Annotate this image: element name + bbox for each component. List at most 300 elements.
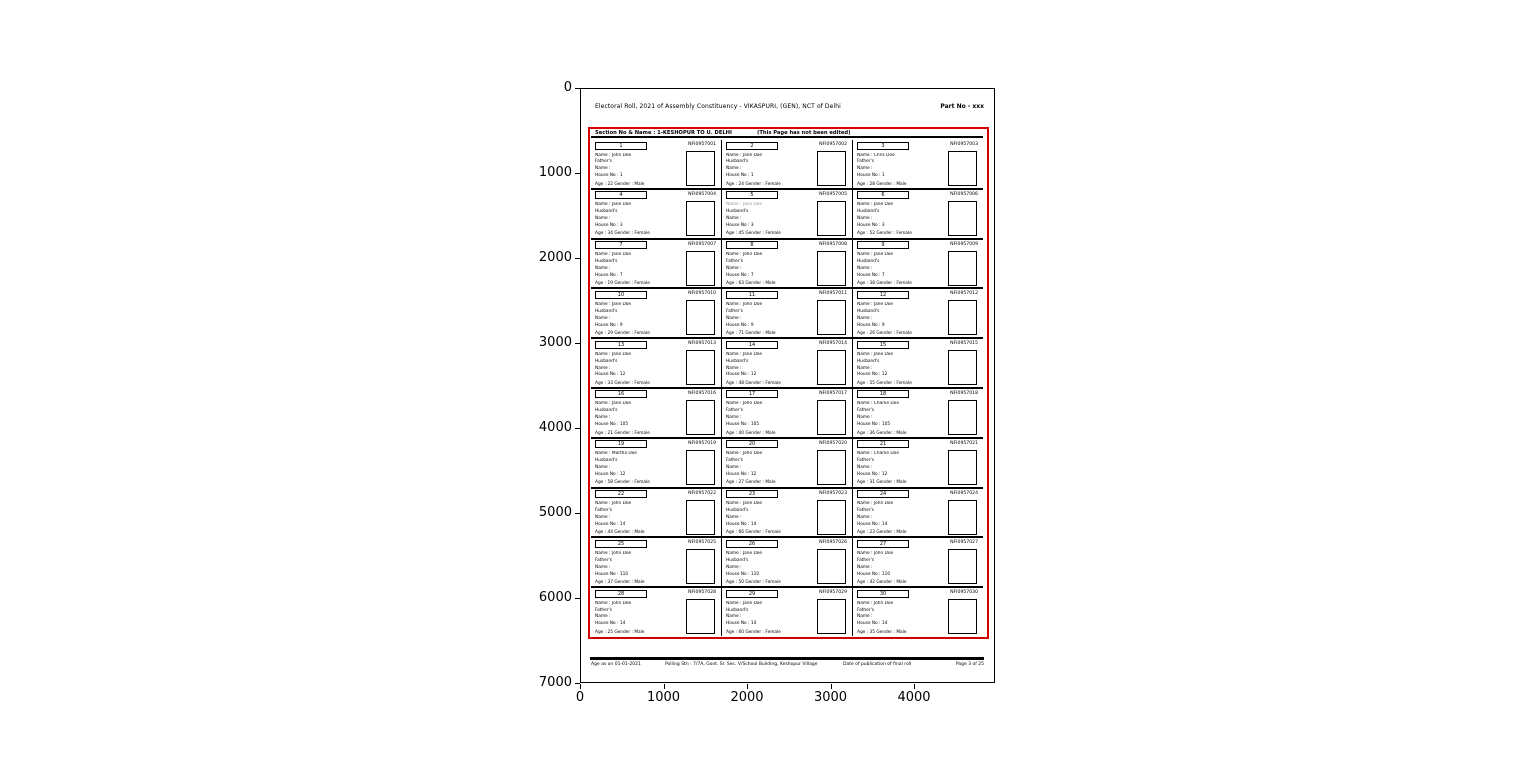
photo-placeholder [948,201,977,236]
relation-name: Name : [857,514,873,520]
house-number: House No : 12 [726,472,757,477]
voter-card [721,190,853,238]
relation-name: Name : [726,265,742,271]
footer-divider [590,657,984,660]
age-gender: Age : 71 Gender : Male [726,331,776,337]
voter-details [857,153,949,189]
photo-placeholder [817,300,846,335]
voter-row [591,389,983,439]
voter-name: Name : John Doe [857,501,894,507]
y-tick-label: 1000 [538,165,572,180]
roll-title: Electoral Roll, 2021 of Assembly Constituency - VIKASPURI, (GEN), NCT of Delhi [595,103,841,110]
voter-details [726,401,818,437]
voter-card [853,240,983,288]
serial-number-box: 8 [726,241,778,249]
photo-placeholder [686,350,715,385]
house-number: House No : 110 [726,571,760,577]
voter-row [591,140,983,190]
voter-card [721,140,853,188]
relation-label: Father's [857,607,874,613]
photo-placeholder [817,350,846,385]
house-number: House No : 12 [595,372,626,378]
voter-name: Name : John Doe [726,252,763,258]
relation-label: Husband's [595,358,618,364]
photo-placeholder [686,500,715,535]
epic-number: NFI0957018 [950,390,978,396]
page-header [595,103,984,111]
house-number: House No : 3 [595,223,623,229]
voter-details [726,451,818,487]
relation-name: Name : [595,365,611,371]
age-gender: Age : 58 Gender : Female [595,480,650,486]
age-gender: Age : 45 Gender : Female [726,231,781,237]
serial-number-box: 7 [595,241,647,249]
voter-details [857,501,949,537]
voter-name: Name : Jane Doe [595,351,632,357]
serial-number-box: 13 [595,341,647,349]
voter-details [595,302,687,338]
photo-placeholder [686,549,715,584]
voter-row [591,339,983,389]
serial-number-box: 11 [726,291,778,299]
voter-row [591,439,983,489]
voter-name: Name : John Doe [726,301,763,307]
photo-placeholder [948,500,977,535]
x-tick-label: 4000 [897,690,931,705]
voter-details [595,501,687,537]
relation-name: Name : [595,166,611,172]
y-tick-label: 3000 [538,335,572,350]
photo-placeholder [817,599,846,634]
voter-details [726,302,818,338]
house-number: House No : 105 [595,422,629,428]
age-gender: Age : 44 Gender : Male [595,530,645,536]
serial-number-box: 4 [595,191,647,199]
voter-details [726,501,818,537]
age-gender: Age : 23 Gender : Male [857,530,907,536]
relation-name: Name : [857,564,873,570]
epic-number: NFI0957028 [688,590,716,596]
epic-number: NFI0957015 [950,341,978,347]
serial-number-box: 20 [726,440,778,448]
voter-row [591,289,983,339]
footer-station: Polling Stn : 7/7A, Govt. Sr. Sec. V/School Building, Keshopur Village [665,662,818,667]
epic-number: NFI0957005 [819,191,847,197]
relation-name: Name : [726,465,742,471]
voter-card [591,389,721,437]
house-number: House No : 12 [857,472,888,477]
relation-label: Father's [726,259,743,264]
epic-number: NFI0957024 [950,490,978,496]
house-number: House No : 1 [595,173,623,179]
relation-name: Name : [595,315,611,321]
voter-details [857,252,949,288]
photo-placeholder [817,251,846,286]
house-number: House No : 14 [595,521,626,527]
epic-number: NFI0957004 [688,191,716,197]
serial-number-box: 6 [857,191,909,199]
age-gender: Age : 52 Gender : Female [857,231,912,237]
voter-details [726,153,818,189]
house-number: House No : 12 [726,372,757,378]
epic-number: NFI0957007 [688,241,716,247]
voter-name: Name : Jane Doe [595,252,632,258]
serial-number-box: 26 [726,540,778,548]
age-gender: Age : 26 Gender : Female [857,331,912,337]
y-tick-label: 5000 [538,505,572,520]
epic-number: NFI0957014 [819,341,847,347]
relation-label: Husband's [857,358,880,364]
photo-placeholder [686,201,715,236]
section-name: Section No & Name : 1-KESHOPUR TO U. DELHI [595,130,732,136]
relation-label: Father's [726,458,743,464]
age-gender: Age : 22 Gender : Male [595,181,645,187]
voter-name: Name : John Doe [595,600,632,606]
serial-number-box: 23 [726,490,778,498]
voter-row [591,538,983,588]
serial-number-box: 3 [857,142,909,150]
epic-number: NFI0957016 [688,390,716,396]
voter-name: Name : John Doe [857,600,894,606]
voter-card [591,190,721,238]
epic-number: NFI0957019 [688,440,716,446]
photo-placeholder [686,300,715,335]
age-gender: Age : 24 Gender : Female [726,181,781,187]
voter-name: Name : Jane Doe [726,600,763,606]
y-tick-label: 7000 [538,675,572,690]
plot-axes [580,88,995,683]
y-tick-label: 0 [563,80,572,95]
relation-name: Name : [857,465,873,471]
photo-placeholder [817,201,846,236]
voter-card [853,588,983,636]
voter-card [721,289,853,337]
serial-number-box: 21 [857,440,909,448]
relation-name: Name : [595,216,611,222]
relation-name: Name : [595,415,611,421]
voter-details [595,202,687,238]
house-number: House No : 9 [595,322,623,328]
relation-name: Name : [595,265,611,271]
relation-label: Father's [857,557,874,563]
epic-number: NFI0957029 [819,590,847,596]
serial-number-box: 5 [726,191,778,199]
photo-placeholder [948,549,977,584]
section-header-row [591,129,983,138]
age-gender: Age : 38 Gender : Female [857,281,912,287]
voter-card [721,588,853,636]
serial-number-box: 12 [857,291,909,299]
relation-label: Husband's [726,557,749,563]
house-number: House No : 14 [857,621,888,627]
photo-placeholder [817,549,846,584]
voter-name: Name : John Doe [857,550,894,556]
serial-number-box: 9 [857,241,909,249]
relation-name: Name : [726,365,742,371]
serial-number-box: 19 [595,440,647,448]
photo-placeholder [686,450,715,485]
age-gender: Age : 40 Gender : Male [726,430,776,436]
part-number: Part No - xxx [940,103,984,110]
epic-number: NFI0957027 [950,540,978,546]
serial-number-box: 15 [857,341,909,349]
house-number: House No : 7 [595,272,623,278]
voter-card [591,489,721,537]
voter-details [726,551,818,587]
age-gender: Age : 31 Gender : Male [857,480,907,486]
voter-details [726,252,818,288]
voter-card [853,190,983,238]
page-footer [591,661,984,669]
voter-card [853,389,983,437]
voter-details [595,252,687,288]
x-tick-mark [747,684,748,689]
photo-placeholder [686,251,715,286]
voter-details [595,451,687,487]
footer-age-note: Age as on 01-01-2021 [591,662,641,667]
serial-number-box: 30 [857,590,909,598]
y-tick-label: 6000 [538,590,572,605]
voter-card [591,240,721,288]
voter-card [721,538,853,586]
relation-label: Father's [595,557,612,563]
serial-number-box: 1 [595,142,647,150]
voter-card [853,339,983,387]
photo-placeholder [686,151,715,186]
voter-card [853,439,983,487]
epic-number: NFI0957003 [950,142,978,147]
serial-number-box: 24 [857,490,909,498]
voter-name: Name : Jane Doe [726,351,763,357]
photo-placeholder [686,599,715,634]
epic-number: NFI0957020 [819,440,847,446]
voter-card [853,140,983,188]
epic-number: NFI0957026 [819,540,847,546]
relation-label: Husband's [726,209,749,215]
voter-name: Name : John Doe [595,550,632,556]
age-gender: Age : 25 Gender : Male [595,629,645,635]
voter-name: Name : Jane Doe [726,152,763,158]
voter-row [591,190,983,240]
voter-name: Name : Jane Doe [726,550,763,556]
voter-details [595,401,687,437]
house-number: House No : 1 [857,173,885,179]
house-number: House No : 110 [857,571,891,577]
voter-row [591,588,983,636]
photo-placeholder [948,350,977,385]
photo-placeholder [817,151,846,186]
voter-details [726,202,818,238]
voter-details [857,551,949,587]
voter-name: Name : Charlie Doe [857,401,899,407]
age-gender: Age : 55 Gender : Female [857,380,912,386]
voter-details [726,352,818,388]
serial-number-box: 28 [595,590,647,598]
voter-card-grid [591,140,983,636]
serial-number-box: 14 [726,341,778,349]
relation-name: Name : [595,514,611,520]
relation-label: Husband's [726,507,749,513]
x-tick-mark [664,684,665,689]
relation-label: Father's [595,159,612,165]
relation-name: Name : [726,564,742,570]
voter-row [591,240,983,290]
relation-name: Name : [726,315,742,321]
age-gender: Age : 28 Gender : Male [857,181,907,187]
voter-card [721,389,853,437]
voter-details [595,601,687,637]
voter-details [595,551,687,587]
y-tick-label: 4000 [538,420,572,435]
serial-number-box: 10 [595,291,647,299]
voter-name: Name : John Doe [726,451,763,457]
voter-card [591,339,721,387]
relation-label: Father's [595,607,612,613]
footer-pub-date: Date of publication of final roll [843,662,912,667]
epic-number: NFI0957008 [819,241,847,247]
relation-label: Father's [726,308,743,314]
x-tick-mark [580,684,581,689]
serial-number-box: 22 [595,490,647,498]
voter-card [721,339,853,387]
relation-name: Name : [726,614,742,620]
voter-name: Name : John Doe [726,401,763,407]
house-number: House No : 7 [857,272,885,278]
age-gender: Age : 27 Gender : Male [726,480,776,486]
relation-label: Husband's [595,209,618,215]
voter-details [857,302,949,338]
electoral-roll-page [582,90,993,681]
voter-name: Name : Jane Doe [595,202,632,208]
serial-number-box: 25 [595,540,647,548]
relation-label: Husband's [595,458,618,464]
house-number: House No : 7 [726,272,754,278]
house-number: House No : 9 [726,322,754,328]
voter-name: Name : Charlie Doe [857,451,899,457]
voter-name: Name : Jane Doe [726,501,763,507]
voter-details [857,202,949,238]
age-gender: Age : 21 Gender : Female [595,430,650,436]
epic-number: NFI0957001 [688,142,716,147]
x-tick-mark [831,684,832,689]
photo-placeholder [948,450,977,485]
relation-name: Name : [857,166,873,172]
relation-label: Father's [857,458,874,464]
voter-details [857,401,949,437]
section-edit-note: (This Page has not been edited) [757,130,851,136]
voter-card [853,489,983,537]
voter-name: Name : Jane Doe [857,301,894,307]
epic-number: NFI0957012 [950,291,978,297]
relation-label: Husband's [595,308,618,314]
relation-name: Name : [857,216,873,222]
relation-label: Father's [857,507,874,513]
x-tick-label: 0 [575,690,585,705]
serial-number-box: 16 [595,390,647,398]
voter-name: Name : Jane Doe [857,351,894,357]
relation-label: Father's [595,507,612,513]
photo-placeholder [948,251,977,286]
house-number: House No : 1 [726,173,754,179]
photo-placeholder [948,151,977,186]
voter-name: Name : Jane Doe [595,301,632,307]
voter-card [721,240,853,288]
relation-label: Husband's [726,358,749,364]
photo-placeholder [948,400,977,435]
house-number: House No : 110 [595,571,629,577]
relation-name: Name : [857,315,873,321]
age-gender: Age : 36 Gender : Male [857,430,907,436]
voter-name: Name : Chris Doe [857,152,895,158]
age-gender: Age : 33 Gender : Female [595,380,650,386]
voter-name: Name : John Doe [595,152,632,158]
epic-number: NFI0957010 [688,291,716,297]
relation-label: Husband's [857,308,880,314]
relation-label: Husband's [595,259,618,264]
photo-placeholder [817,450,846,485]
serial-number-box: 17 [726,390,778,398]
photo-placeholder [817,500,846,535]
epic-number: NFI0957021 [950,440,978,446]
relation-name: Name : [595,614,611,620]
relation-name: Name : [726,415,742,421]
age-gender: Age : 50 Gender : Female [726,580,781,585]
house-number: House No : 3 [726,223,754,229]
house-number: House No : 14 [595,621,626,627]
footer-page-count: Page 3 of 25 [955,662,984,667]
voter-name: Name : Jane Doe [857,202,894,208]
epic-number: NFI0957013 [688,341,716,347]
voter-details [595,153,687,189]
house-number: House No : 105 [726,422,760,428]
voter-row [591,489,983,539]
epic-number: NFI0957025 [688,540,716,546]
photo-placeholder [948,300,977,335]
voter-card [721,489,853,537]
x-tick-label: 3000 [813,690,848,705]
age-gender: Age : 63 Gender : Male [726,281,776,287]
relation-label: Father's [726,408,743,414]
voter-card [591,140,721,188]
voter-card [591,588,721,636]
serial-number-box: 27 [857,540,909,548]
relation-name: Name : [857,365,873,371]
relation-label: Husband's [726,607,749,613]
house-number: House No : 14 [857,521,888,527]
voter-name: Name : John Doe [595,501,632,507]
house-number: House No : 14 [726,521,757,527]
voter-card [591,538,721,586]
relation-name: Name : [595,564,611,570]
epic-number: NFI0957009 [950,241,978,247]
relation-name: Name : [857,265,873,271]
epic-number: NFI0957017 [819,390,847,396]
relation-name: Name : [726,166,742,172]
relation-label: Father's [857,159,874,165]
serial-number-box: 29 [726,590,778,598]
house-number: House No : 12 [595,472,626,477]
voter-details [857,352,949,388]
age-gender: Age : 42 Gender : Male [857,580,907,585]
serial-number-box: 2 [726,142,778,150]
relation-name: Name : [726,216,742,222]
voter-details [857,601,949,637]
x-tick-label: 2000 [730,690,764,705]
relation-label: Husband's [726,159,749,165]
serial-number-box: 18 [857,390,909,398]
epic-number: NFI0957022 [688,490,716,496]
photo-placeholder [948,599,977,634]
